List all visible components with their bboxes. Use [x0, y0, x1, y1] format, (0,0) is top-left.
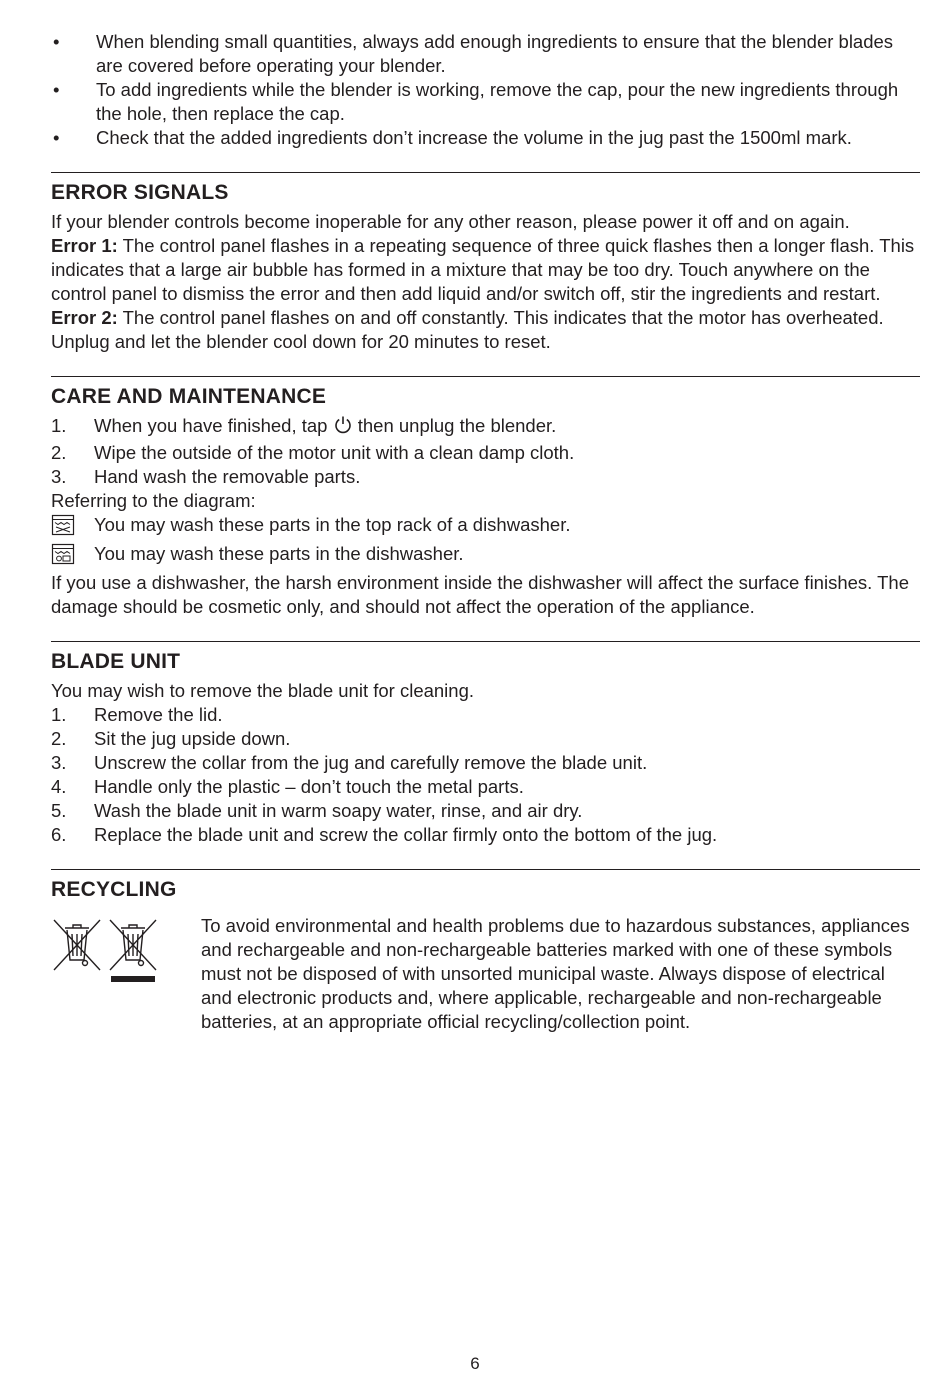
bullet-marker: • [53, 31, 60, 52]
error-1-paragraph [51, 234, 920, 306]
list-item [51, 775, 920, 799]
list-number: 3. [51, 466, 67, 487]
error-1-label: Error 1: [51, 235, 118, 256]
blade-steps-list [51, 703, 920, 847]
list-item-text: When blending small quantities, always add enough ingredients to ensure that the blender blades are covered before operating your blender. [96, 31, 894, 76]
section-divider [51, 172, 920, 173]
section-divider [51, 869, 920, 870]
list-item-text: Unscrew the collar from the jug and carefully remove the blade unit. [94, 752, 648, 773]
recycling-text: To avoid environmental and health problems due to hazardous substances, appliances and rechargeable and non-rechargeable batteries marked with one of these symbols must not be disposed of with unsorted municipal waste. Always dispose of electrical and electronic products and, where applicable, rechargeable and non-rechargeable batteries, at an appropriate official recycling/collection point. [201, 915, 910, 1032]
list-item-text: Wipe the outside of the motor unit with a clean damp cloth. [94, 442, 575, 463]
list-number: 5. [51, 800, 67, 821]
page-number: 6 [470, 1354, 480, 1373]
list-item [51, 799, 920, 823]
dishwasher-note: If you use a dishwasher, the harsh environment inside the dishwasher will affect the surface finishes. The damage should be cosmetic only, and should not affect the operation of the appliance. [51, 572, 909, 617]
document-page [51, 30, 920, 1034]
referring-text: Referring to the diagram: [51, 490, 256, 511]
list-number: 2. [51, 728, 67, 749]
intro-bullet-list [51, 30, 920, 150]
power-icon [333, 415, 353, 441]
error-2-paragraph [51, 306, 920, 354]
bullet-marker: • [53, 79, 60, 100]
recycling-block [51, 914, 920, 1034]
blade-heading: BLADE UNIT [51, 650, 181, 673]
error-2-label: Error 2: [51, 307, 118, 328]
list-item [51, 441, 920, 465]
step-text-after: then unplug the blender. [352, 415, 557, 436]
list-item-text: Remove the lid. [94, 704, 223, 725]
top-rack-dishwasher-icon [51, 513, 94, 542]
weee-symbols [51, 914, 201, 1034]
list-item [51, 513, 920, 542]
crossed-bin-with-bar-icon [107, 916, 159, 1034]
list-number: 3. [51, 752, 67, 773]
list-item [51, 414, 920, 441]
error-signals-intro: If your blender controls become inoperable for any other reason, please power it off and on again. [51, 211, 850, 232]
step-text-before: When you have finished, tap [94, 415, 333, 436]
list-item-text: To add ingredients while the blender is working, remove the cap, pour the new ingredients through the hole, then replace the cap. [96, 79, 899, 124]
list-item [51, 78, 920, 126]
list-number: 4. [51, 776, 67, 797]
list-item-text: Wash the blade unit in warm soapy water, rinse, and air dry. [94, 800, 583, 821]
recycling-heading: RECYCLING [51, 878, 177, 901]
list-item [51, 751, 920, 775]
section-divider [51, 641, 920, 642]
list-item-text: You may wash these parts in the dishwasher. [94, 543, 464, 564]
error-1-text: The control panel flashes in a repeating sequence of three quick flashes then a longer flash. This indicates that a large air bubble has formed in a mixture that may be too dry. Touch anywhere on the control panel to dismiss the error and then add liquid and/or switch off, stir the ingredients and restart. [51, 235, 915, 304]
list-item [51, 542, 920, 571]
list-item-text: Hand wash the removable parts. [94, 466, 361, 487]
list-item [51, 465, 920, 489]
list-number: 6. [51, 824, 67, 845]
list-number: 1. [51, 415, 67, 436]
list-item [51, 126, 920, 150]
error-signals-heading: ERROR SIGNALS [51, 181, 229, 204]
section-divider [51, 376, 920, 377]
list-item-text: You may wash these parts in the top rack of a dishwasher. [94, 514, 571, 535]
bullet-marker: • [53, 127, 60, 148]
dishwasher-icon [51, 542, 94, 571]
care-heading: CARE AND MAINTENANCE [51, 385, 327, 408]
list-number: 1. [51, 704, 67, 725]
list-item-text [94, 414, 556, 441]
blade-intro: You may wish to remove the blade unit for cleaning. [51, 680, 475, 701]
list-item [51, 727, 920, 751]
list-item-text: Handle only the plastic – don’t touch the metal parts. [94, 776, 524, 797]
list-item [51, 823, 920, 847]
list-item-text: Check that the added ingredients don’t increase the volume in the jug past the 1500ml mark. [96, 127, 852, 148]
list-item-text: Sit the jug upside down. [94, 728, 291, 749]
list-item [51, 703, 920, 727]
crossed-bin-icon [51, 916, 103, 1034]
error-2-text: The control panel flashes on and off constantly. This indicates that the motor has overheated. Unplug and let the blender cool down for 20 minutes to reset. [51, 307, 884, 352]
list-item-text: Replace the blade unit and screw the collar firmly onto the bottom of the jug. [94, 824, 718, 845]
list-number: 2. [51, 442, 67, 463]
list-item [51, 30, 920, 78]
